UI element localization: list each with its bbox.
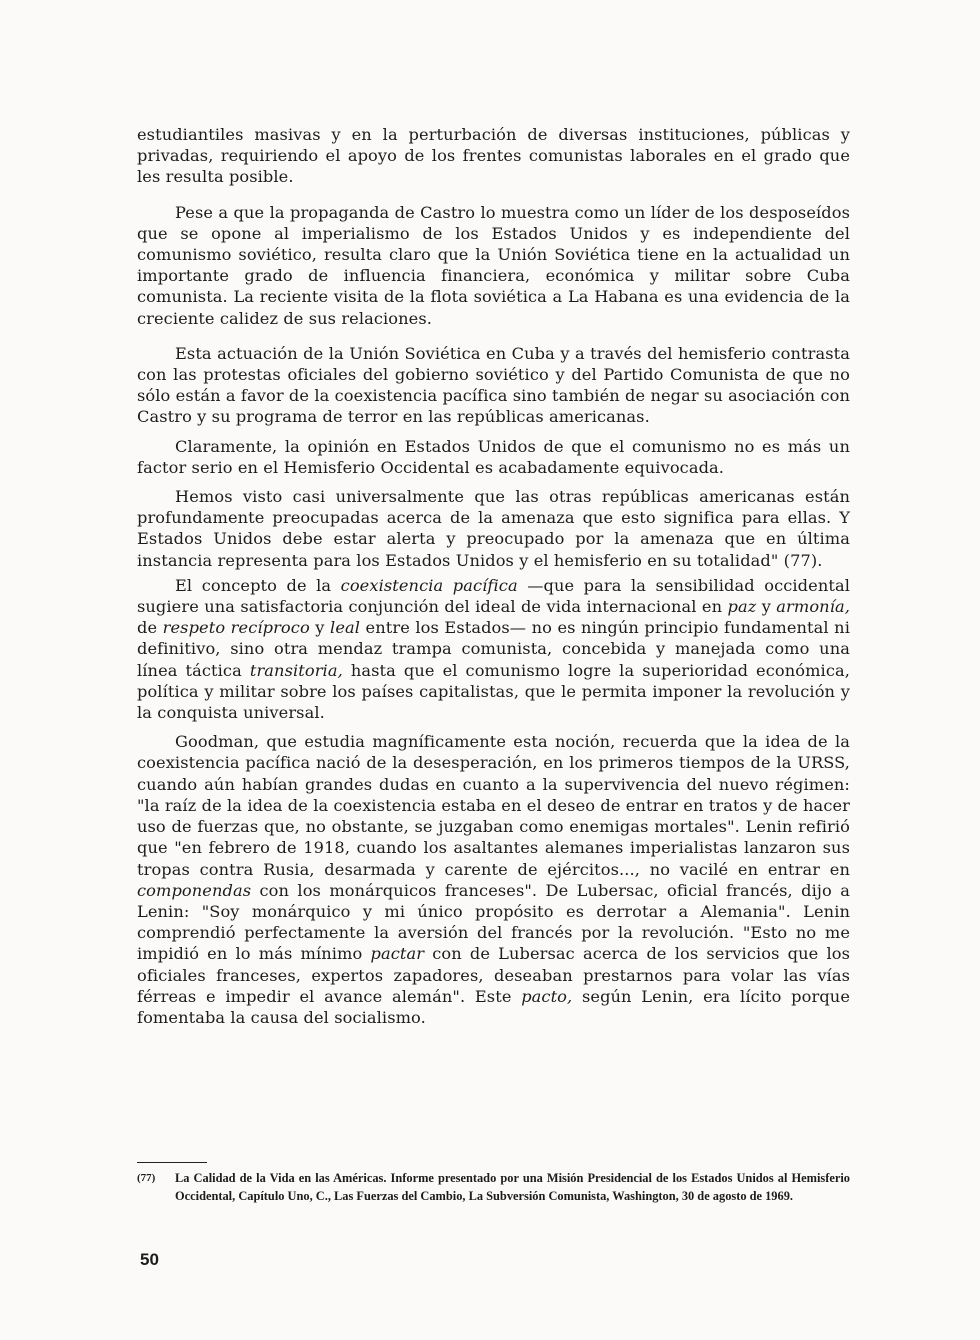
footnote-number: (77) [137, 1172, 156, 1184]
paragraph-3: Esta actuación de la Unión Soviética en Cuba y a través del hemisferio contrasta con las protestas oficiales del gobierno soviético y del Partido Comunista de que no sólo están a favor de la coexistencia pacífica sino también de negar su asociación con Castro y su programa de terror en las repúblicas americanas. [137, 343, 850, 427]
paragraph-6: El concepto de la coexistencia pacífica —que para la sensibilidad occidental sugiere una satisfactoria conjunción del ideal de vida internacional en paz y armonía, de respeto recíproco y leal entre los Estados— no es ningún principio fundamental ni definitivo, sino otra mendaz trampa comunista, concebida y manejada como una línea táctica transitoria, hasta que el comunismo logre la superioridad económica, política y militar sobre los países capitalistas, que le permita imponer la revolución y la conquista universal. [137, 575, 850, 723]
paragraph-2: Pese a que la propaganda de Castro lo muestra como un líder de los desposeídos que se opone al imperialismo de los Estados Unidos y es independiente del comunismo soviético, resulta claro que la Unión Soviética tiene en la actualidad un importante grado de influencia financiera, económica y militar sobre Cuba comunista. La reciente visita de la flota soviética a La Habana es una evidencia de la creciente calidez de sus relaciones. [137, 202, 850, 328]
footnote-text: La Calidad de la Vida en las Américas. Informe presentado por una Misión Presidencial de los Estados Unidos al Hemisferio Occidental, Capítulo Uno, C., Las Fuerzas del Cambio, La Subversión Comunista, Washington, 30 de agosto de 1969. [175, 1171, 850, 1203]
paragraph-7: Goodman, que estudia magníficamente esta noción, recuerda que la idea de la coexistencia pacífica nació de la desesperación, en los primeros tiempos de la URSS, cuando aún habían grandes dudas en cuanto a la supervivencia del nuevo régimen: "la raíz de la idea de la coexistencia estaba en el deseo de entrar en tratos y de hacer uso de fuerzas que, no obstante, se juzgaban como enemigas mortales". Lenin refirió que "en febrero de 1918, cuando los asaltantes alemanes imperialistas lanzaron sus tropas contra Rusia, desarmada y carente de ejércitos..., no vacilé en entrar en componendas con los monárquicos franceses". De Lubersac, oficial francés, dijo a Lenin: "Soy monárquico y mi único propósito es derrotar a Alemania". Lenin comprendió perfectamente la aversión del francés por la revolución. "Esto no me impidió en lo más mínimo pactar con de Lubersac acerca de los servicios que los oficiales franceses, expertos zapadores, deseaban prestarnos para volar las vías férreas e impedir el avance alemán". Este pacto, según Lenin, era lícito porque fomentaba la causa del socialismo. [137, 732, 850, 1027]
page-body [137, 124, 850, 1028]
footnote-rule [137, 1162, 207, 1163]
paragraph-1: estudiantiles masivas y en la perturbación de diversas instituciones, públicas y privadas, requiriendo el apoyo de los frentes comunistas laborales en el grado que les resulta posible. [137, 125, 850, 187]
footnote [137, 1170, 850, 1205]
paragraph-5: Hemos visto casi universalmente que las otras repúblicas americanas están profundamente preocupadas acerca de la amenaza que esto significa para ellas. Y Estados Unidos debe estar alerta y preocupado por la amenaza que en última instancia representa para los Estados Unidos y el hemisferio en su totalidad" (77). [137, 487, 850, 570]
page-number: 50 [140, 1250, 159, 1269]
paragraph-4: Claramente, la opinión en Estados Unidos de que el comunismo no es más un factor serio en el Hemisferio Occidental es acabadamente equivocada. [137, 436, 850, 477]
